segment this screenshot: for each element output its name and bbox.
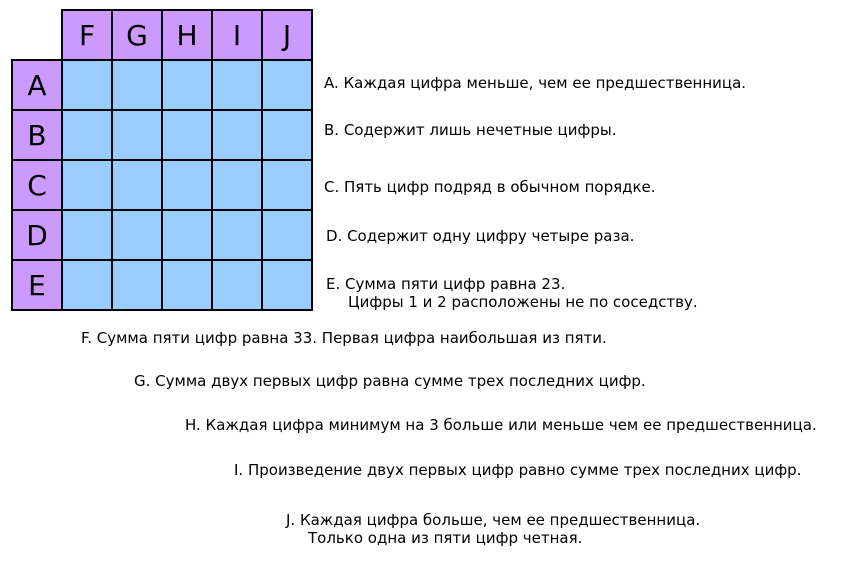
grid-cell-c-j[interactable]	[261, 159, 313, 211]
grid-cell-a-i[interactable]	[211, 59, 263, 111]
grid-cell-b-f[interactable]	[61, 109, 113, 161]
grid-cell-d-f[interactable]	[61, 209, 113, 261]
column-header-j: J	[261, 9, 313, 61]
clue-a: A. Каждая цифра меньше, чем ее предшественница.	[324, 74, 747, 92]
grid-cell-d-g[interactable]	[111, 209, 163, 261]
grid-cell-a-g[interactable]	[111, 59, 163, 111]
row-header-e: E	[11, 259, 63, 311]
grid-cell-b-i[interactable]	[211, 109, 263, 161]
grid-cell-b-g[interactable]	[111, 109, 163, 161]
clue-j: J. Каждая цифра больше, чем ее предшественница. Только одна из пяти цифр четная.	[286, 511, 701, 547]
row-header-a: A	[11, 59, 63, 111]
grid-cell-d-h[interactable]	[161, 209, 213, 261]
grid-cell-a-h[interactable]	[161, 59, 213, 111]
clue-d: D. Содержит одну цифру четыре раза.	[326, 227, 635, 245]
row-header-d: D	[11, 209, 63, 261]
grid-cell-a-f[interactable]	[61, 59, 113, 111]
clue-i: I. Произведение двух первых цифр равно сумме трех последних цифр.	[234, 461, 802, 479]
clue-g: G. Сумма двух первых цифр равна сумме трех последних цифр.	[134, 372, 646, 390]
column-header-i: I	[211, 9, 263, 61]
row-header-b: B	[11, 109, 63, 161]
column-header-h: H	[161, 9, 213, 61]
column-header-f: F	[61, 9, 113, 61]
clue-b: B. Содержит лишь нечетные цифры.	[324, 121, 617, 139]
grid-cell-e-h[interactable]	[161, 259, 213, 311]
grid-cell-c-h[interactable]	[161, 159, 213, 211]
grid-cell-c-f[interactable]	[61, 159, 113, 211]
row-header-c: C	[11, 159, 63, 211]
grid-cell-d-j[interactable]	[261, 209, 313, 261]
clue-e: E. Сумма пяти цифр равна 23. Цифры 1 и 2 расположены не по соседству.	[326, 275, 698, 311]
grid-cell-b-h[interactable]	[161, 109, 213, 161]
grid-cell-a-j[interactable]	[261, 59, 313, 111]
clue-h: H. Каждая цифра минимум на 3 больше или меньше чем ее предшественница.	[185, 416, 817, 434]
clue-f: F. Сумма пяти цифр равна 33. Первая цифра наибольшая из пяти.	[81, 329, 607, 347]
grid-cell-b-j[interactable]	[261, 109, 313, 161]
clue-c: C. Пять цифр подряд в обычном порядке.	[324, 178, 656, 196]
grid-cell-c-i[interactable]	[211, 159, 263, 211]
grid-cell-e-i[interactable]	[211, 259, 263, 311]
column-header-g: G	[111, 9, 163, 61]
grid-cell-c-g[interactable]	[111, 159, 163, 211]
grid-cell-e-j[interactable]	[261, 259, 313, 311]
grid-cell-e-f[interactable]	[61, 259, 113, 311]
grid-cell-e-g[interactable]	[111, 259, 163, 311]
grid-cell-d-i[interactable]	[211, 209, 263, 261]
